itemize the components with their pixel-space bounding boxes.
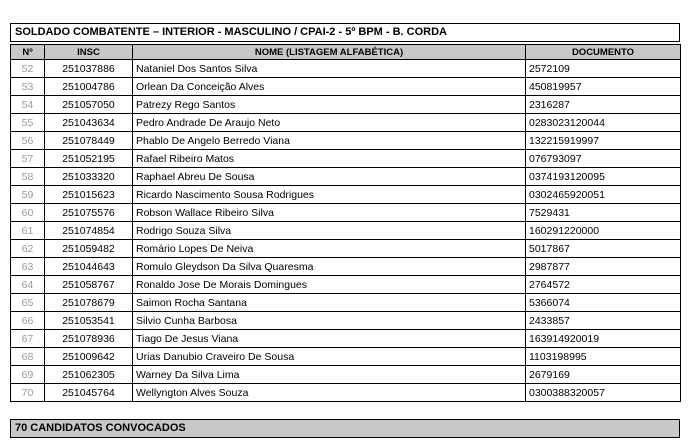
row-nome: Robson Wallace Ribeiro Silva (133, 204, 526, 222)
row-number: 52 (11, 60, 45, 78)
table-row (11, 222, 681, 240)
row-nome: Romulo Gleydson Da Silva Quaresma (133, 258, 526, 276)
table-row (11, 330, 681, 348)
row-number: 64 (11, 276, 45, 294)
row-insc: 251058767 (45, 276, 133, 294)
row-insc: 251004786 (45, 78, 133, 96)
row-number: 69 (11, 366, 45, 384)
row-insc: 251053541 (45, 312, 133, 330)
row-number: 61 (11, 222, 45, 240)
row-documento: 0300388320057 (526, 384, 681, 402)
table-row (11, 312, 681, 330)
row-number: 65 (11, 294, 45, 312)
table-row (11, 150, 681, 168)
row-insc: 251078936 (45, 330, 133, 348)
row-insc: 251057050 (45, 96, 133, 114)
row-number: 60 (11, 204, 45, 222)
table-row (11, 294, 681, 312)
row-insc: 251062305 (45, 366, 133, 384)
row-documento: 0283023120044 (526, 114, 681, 132)
row-insc: 251015623 (45, 186, 133, 204)
row-nome: Urias Danubio Craveiro De Sousa (133, 348, 526, 366)
row-number: 58 (11, 168, 45, 186)
column-header-num: Nº (11, 45, 45, 60)
row-number: 55 (11, 114, 45, 132)
table-row (11, 114, 681, 132)
row-number: 57 (11, 150, 45, 168)
table-header-row (11, 45, 681, 60)
table-row (11, 276, 681, 294)
row-documento: 2572109 (526, 60, 681, 78)
total-candidates-footer: 70 CANDIDATOS CONVOCADOS (10, 419, 680, 438)
row-number: 62 (11, 240, 45, 258)
column-header-insc: INSC (45, 45, 133, 60)
row-number: 63 (11, 258, 45, 276)
table-row (11, 78, 681, 96)
row-documento: 2679169 (526, 366, 681, 384)
row-number: 54 (11, 96, 45, 114)
row-nome: Warney Da Silva Lima (133, 366, 526, 384)
table-row (11, 132, 681, 150)
row-number: 59 (11, 186, 45, 204)
row-documento: 2433857 (526, 312, 681, 330)
row-nome: Patrezy Rego Santos (133, 96, 526, 114)
table-row (11, 348, 681, 366)
row-insc: 251045764 (45, 384, 133, 402)
row-nome: Phablo De Angelo Berredo Viana (133, 132, 526, 150)
row-number: 56 (11, 132, 45, 150)
row-insc: 251059482 (45, 240, 133, 258)
row-documento: 2316287 (526, 96, 681, 114)
row-insc: 251078679 (45, 294, 133, 312)
row-nome: Orlean Da Conceição Alves (133, 78, 526, 96)
row-number: 53 (11, 78, 45, 96)
table-row (11, 366, 681, 384)
candidates-table (10, 44, 681, 402)
table-body (11, 60, 681, 402)
row-documento: 2764572 (526, 276, 681, 294)
table-row (11, 384, 681, 402)
row-nome: Rodrigo Souza Silva (133, 222, 526, 240)
row-nome: Raphael Abreu De Sousa (133, 168, 526, 186)
table-row (11, 168, 681, 186)
row-insc: 251033320 (45, 168, 133, 186)
row-nome: Silvio Cunha Barbosa (133, 312, 526, 330)
row-insc: 251044643 (45, 258, 133, 276)
row-insc: 251052195 (45, 150, 133, 168)
row-nome: Nataniel Dos Santos Silva (133, 60, 526, 78)
row-documento: 163914920019 (526, 330, 681, 348)
row-number: 66 (11, 312, 45, 330)
row-nome: Saimon Rocha Santana (133, 294, 526, 312)
row-documento: 0374193120095 (526, 168, 681, 186)
row-nome: Pedro Andrade De Araujo Neto (133, 114, 526, 132)
row-documento: 5366074 (526, 294, 681, 312)
row-documento: 132215919997 (526, 132, 681, 150)
row-insc: 251075576 (45, 204, 133, 222)
row-documento: 5017867 (526, 240, 681, 258)
row-nome: Tiago De Jesus Viana (133, 330, 526, 348)
table-row (11, 204, 681, 222)
row-documento: 2987877 (526, 258, 681, 276)
row-documento: 160291220000 (526, 222, 681, 240)
row-insc: 251037886 (45, 60, 133, 78)
row-documento: 450819957 (526, 78, 681, 96)
row-insc: 251043634 (45, 114, 133, 132)
row-number: 67 (11, 330, 45, 348)
table-row (11, 96, 681, 114)
row-nome: Wellyngton Alves Souza (133, 384, 526, 402)
row-insc: 251074854 (45, 222, 133, 240)
row-documento: 1103198995 (526, 348, 681, 366)
table-row (11, 60, 681, 78)
table-row (11, 240, 681, 258)
row-nome: Rafael Ribeiro Matos (133, 150, 526, 168)
table-row (11, 186, 681, 204)
column-header-documento: DOCUMENTO (526, 45, 681, 60)
row-documento: 7529431 (526, 204, 681, 222)
row-documento: 0302465920051 (526, 186, 681, 204)
table-row (11, 258, 681, 276)
list-title: SOLDADO COMBATENTE – INTERIOR - MASCULINO / CPAI-2 - 5º BPM - B. CORDA (10, 23, 680, 42)
row-insc: 251009642 (45, 348, 133, 366)
column-header-nome: NOME (LISTAGEM ALFABÉTICA) (133, 45, 526, 60)
row-nome: Ronaldo Jose De Morais Domingues (133, 276, 526, 294)
row-number: 70 (11, 384, 45, 402)
row-number: 68 (11, 348, 45, 366)
row-nome: Romário Lopes De Neiva (133, 240, 526, 258)
row-nome: Ricardo Nascimento Sousa Rodrigues (133, 186, 526, 204)
row-documento: 076793097 (526, 150, 681, 168)
row-insc: 251078449 (45, 132, 133, 150)
